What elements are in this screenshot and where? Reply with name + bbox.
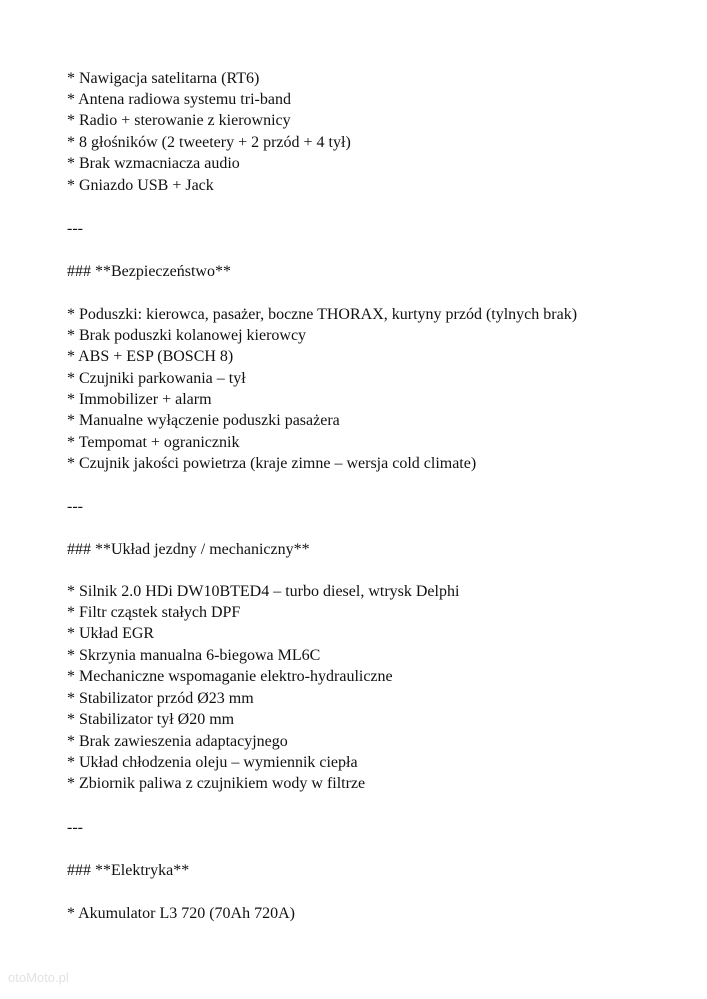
list-item: * Manualne wyłączenie poduszki pasażera bbox=[67, 412, 340, 429]
list-item: * Akumulator L3 720 (70Ah 720A) bbox=[67, 905, 295, 922]
section-heading-electrical: ### **Elektryka** bbox=[67, 862, 190, 879]
list-item: * Tempomat + ogranicznik bbox=[67, 434, 240, 451]
list-item: * Stabilizator tył Ø20 mm bbox=[67, 711, 235, 728]
list-item: * ABS + ESP (BOSCH 8) bbox=[67, 348, 234, 365]
list-item: * Gniazdo USB + Jack bbox=[67, 177, 214, 194]
list-item: * Brak poduszki kolanowej kierowcy bbox=[67, 327, 307, 344]
list-item: * Brak wzmacniacza audio bbox=[67, 155, 240, 172]
list-item: * Układ chłodzenia oleju – wymiennik ciepła bbox=[67, 754, 358, 771]
list-item: * Silnik 2.0 HDi DW10BTED4 – turbo diesel, wtrysk Delphi bbox=[67, 583, 460, 600]
list-item: * Mechaniczne wspomaganie elektro-hydrauliczne bbox=[67, 668, 393, 685]
section-heading-mechanical: ### **Układ jezdny / mechaniczny** bbox=[67, 541, 310, 558]
list-item: * Antena radiowa systemu tri-band bbox=[67, 91, 291, 108]
watermark: otoMoto.pl bbox=[8, 970, 69, 985]
list-item: * Radio + sterowanie z kierownicy bbox=[67, 112, 291, 129]
list-item: * Skrzynia manualna 6-biegowa ML6C bbox=[67, 647, 321, 664]
section-heading-safety: ### **Bezpieczeństwo** bbox=[67, 263, 231, 280]
separator: --- bbox=[67, 498, 83, 515]
list-item: * Układ EGR bbox=[67, 625, 155, 642]
separator: --- bbox=[67, 220, 83, 237]
separator: --- bbox=[67, 819, 83, 836]
list-item: * Nawigacja satelitarna (RT6) bbox=[67, 70, 260, 87]
list-item: * Stabilizator przód Ø23 mm bbox=[67, 690, 254, 707]
list-item: * Poduszki: kierowca, pasażer, boczne THORAX, kurtyny przód (tylnych brak) bbox=[67, 306, 578, 323]
list-item: * Czujniki parkowania – tył bbox=[67, 370, 246, 387]
list-item: * Czujnik jakości powietrza (kraje zimne – wersja cold climate) bbox=[67, 455, 477, 472]
list-item: * Brak zawieszenia adaptacyjnego bbox=[67, 733, 288, 750]
list-item: * Filtr cząstek stałych DPF bbox=[67, 604, 241, 621]
list-item: * Immobilizer + alarm bbox=[67, 391, 212, 408]
list-item: * 8 głośników (2 tweetery + 2 przód + 4 tył) bbox=[67, 134, 351, 151]
list-item: * Zbiornik paliwa z czujnikiem wody w filtrze bbox=[67, 775, 366, 792]
